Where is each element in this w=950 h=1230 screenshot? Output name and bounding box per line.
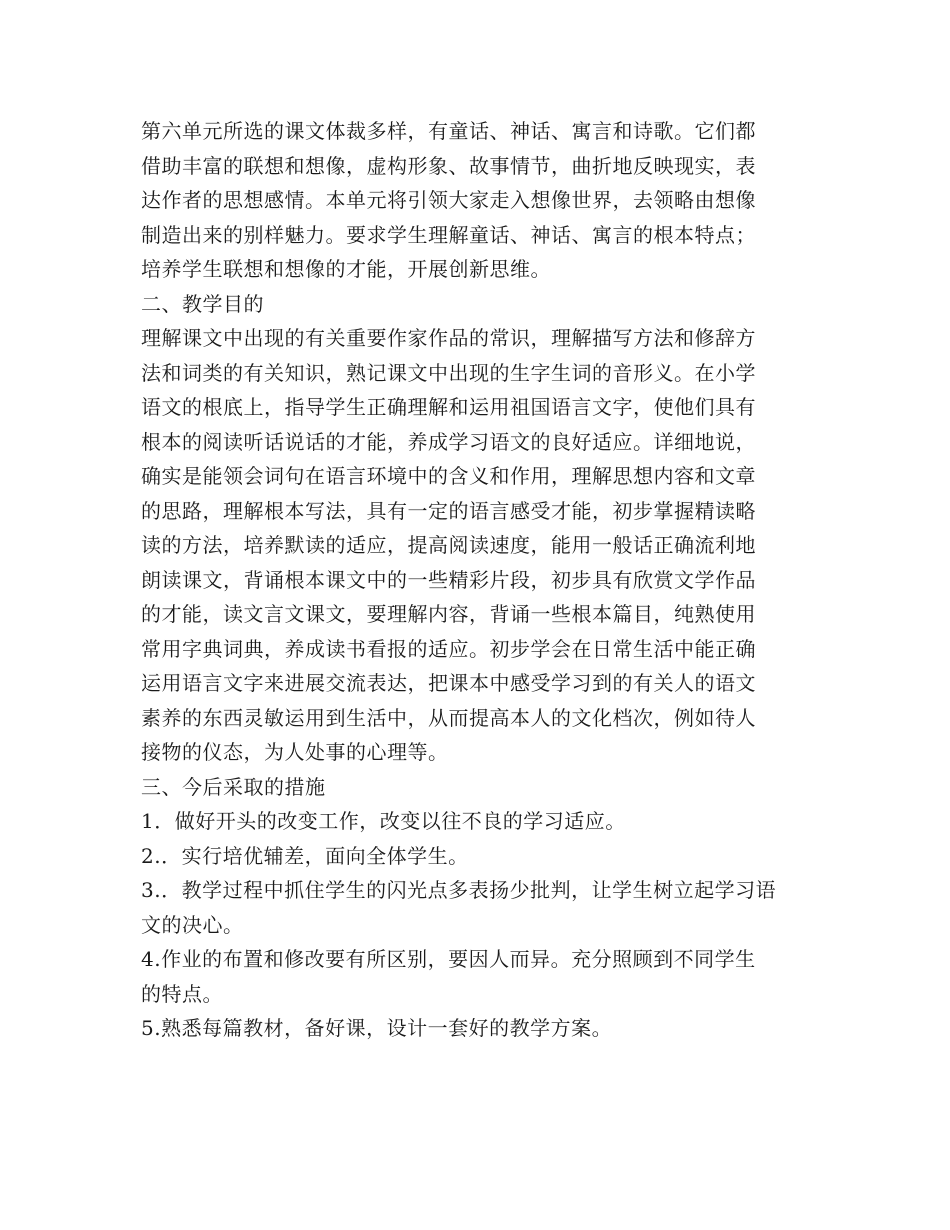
- paragraph-line: 培养学生联想和想像的才能，开展创新思维。: [141, 257, 551, 281]
- paragraph-line: 的思路，理解根本写法，具有一定的语言感受才能，初步掌握精读略: [141, 498, 756, 523]
- list-item-line: 的特点。: [141, 981, 223, 1006]
- paragraph-line: 法和词类的有关知识，熟记课文中出现的生字生词的音形义。在小学: [141, 360, 756, 385]
- paragraph-line: 理解课文中出现的有关重要作家作品的常识，理解描写方法和修辞方: [141, 326, 756, 350]
- list-item-line: 1．做好开头的改变工作，改变以往不良的学习适应。: [141, 809, 626, 833]
- document-body: [141, 114, 813, 1046]
- list-item-line: 3.．教学过程中抓住学生的闪光点多表扬少批判，让学生树立起学习语: [141, 878, 777, 902]
- section-heading-measures: 三、今后采取的措施: [141, 774, 326, 799]
- paragraph-line: 根本的阅读听话说话的才能，养成学习语文的良好适应。详细地说，: [141, 429, 756, 454]
- paragraph-line: 运用语言文字来进展交流表达，把课本中感受学习到的有关人的语文: [141, 671, 756, 695]
- list-item-line: 文的决心。: [141, 912, 244, 937]
- paragraph-line: 语文的根底上，指导学生正确理解和运用祖国语言文字，使他们具有: [141, 395, 756, 419]
- paragraph-line: 的才能，读文言文课文，要理解内容，背诵一些根本篇目，纯熟使用: [141, 602, 756, 626]
- paragraph-line: 朗读课文，背诵根本课文中的一些精彩片段，初步具有欣赏文学作品: [141, 567, 756, 592]
- paragraph-line: 常用字典词典，养成读书看报的适应。初步学会在日常生活中能正确: [141, 636, 756, 661]
- paragraph-line: 接物的仪态，为人处事的心理等。: [141, 740, 449, 764]
- paragraph-line: 读的方法，培养默读的适应，提高阅读速度，能用一般话正确流利地: [141, 533, 756, 557]
- paragraph-line: 确实是能领会词句在语言环境中的含义和作用，理解思想内容和文章: [141, 464, 756, 488]
- paragraph-line: 借助丰富的联想和想像，虚构形象、故事情节，曲折地反映现实，表: [141, 153, 756, 178]
- list-item-line: 5.熟悉每篇教材，备好课，设计一套好的教学方案。: [141, 1016, 613, 1040]
- list-item-line: 4.作业的布置和修改要有所区别，要因人而异。充分照顾到不同学生: [141, 947, 756, 971]
- paragraph-line: 制造出来的别样魅力。要求学生理解童话、神话、寓言的根本特点；: [141, 222, 756, 247]
- section-heading-objectives: 二、教学目的: [141, 291, 264, 316]
- list-item-line: 2.．实行培优辅差，面向全体学生。: [141, 843, 469, 868]
- paragraph-line: 达作者的思想感情。本单元将引领大家走入想像世界，去领略由想像: [141, 188, 756, 212]
- paragraph-line: 素养的东西灵敏运用到生活中，从而提高本人的文化档次，例如待人: [141, 705, 756, 730]
- paragraph-line: 第六单元所选的课文体裁多样，有童话、神话、寓言和诗歌。它们都: [141, 119, 756, 143]
